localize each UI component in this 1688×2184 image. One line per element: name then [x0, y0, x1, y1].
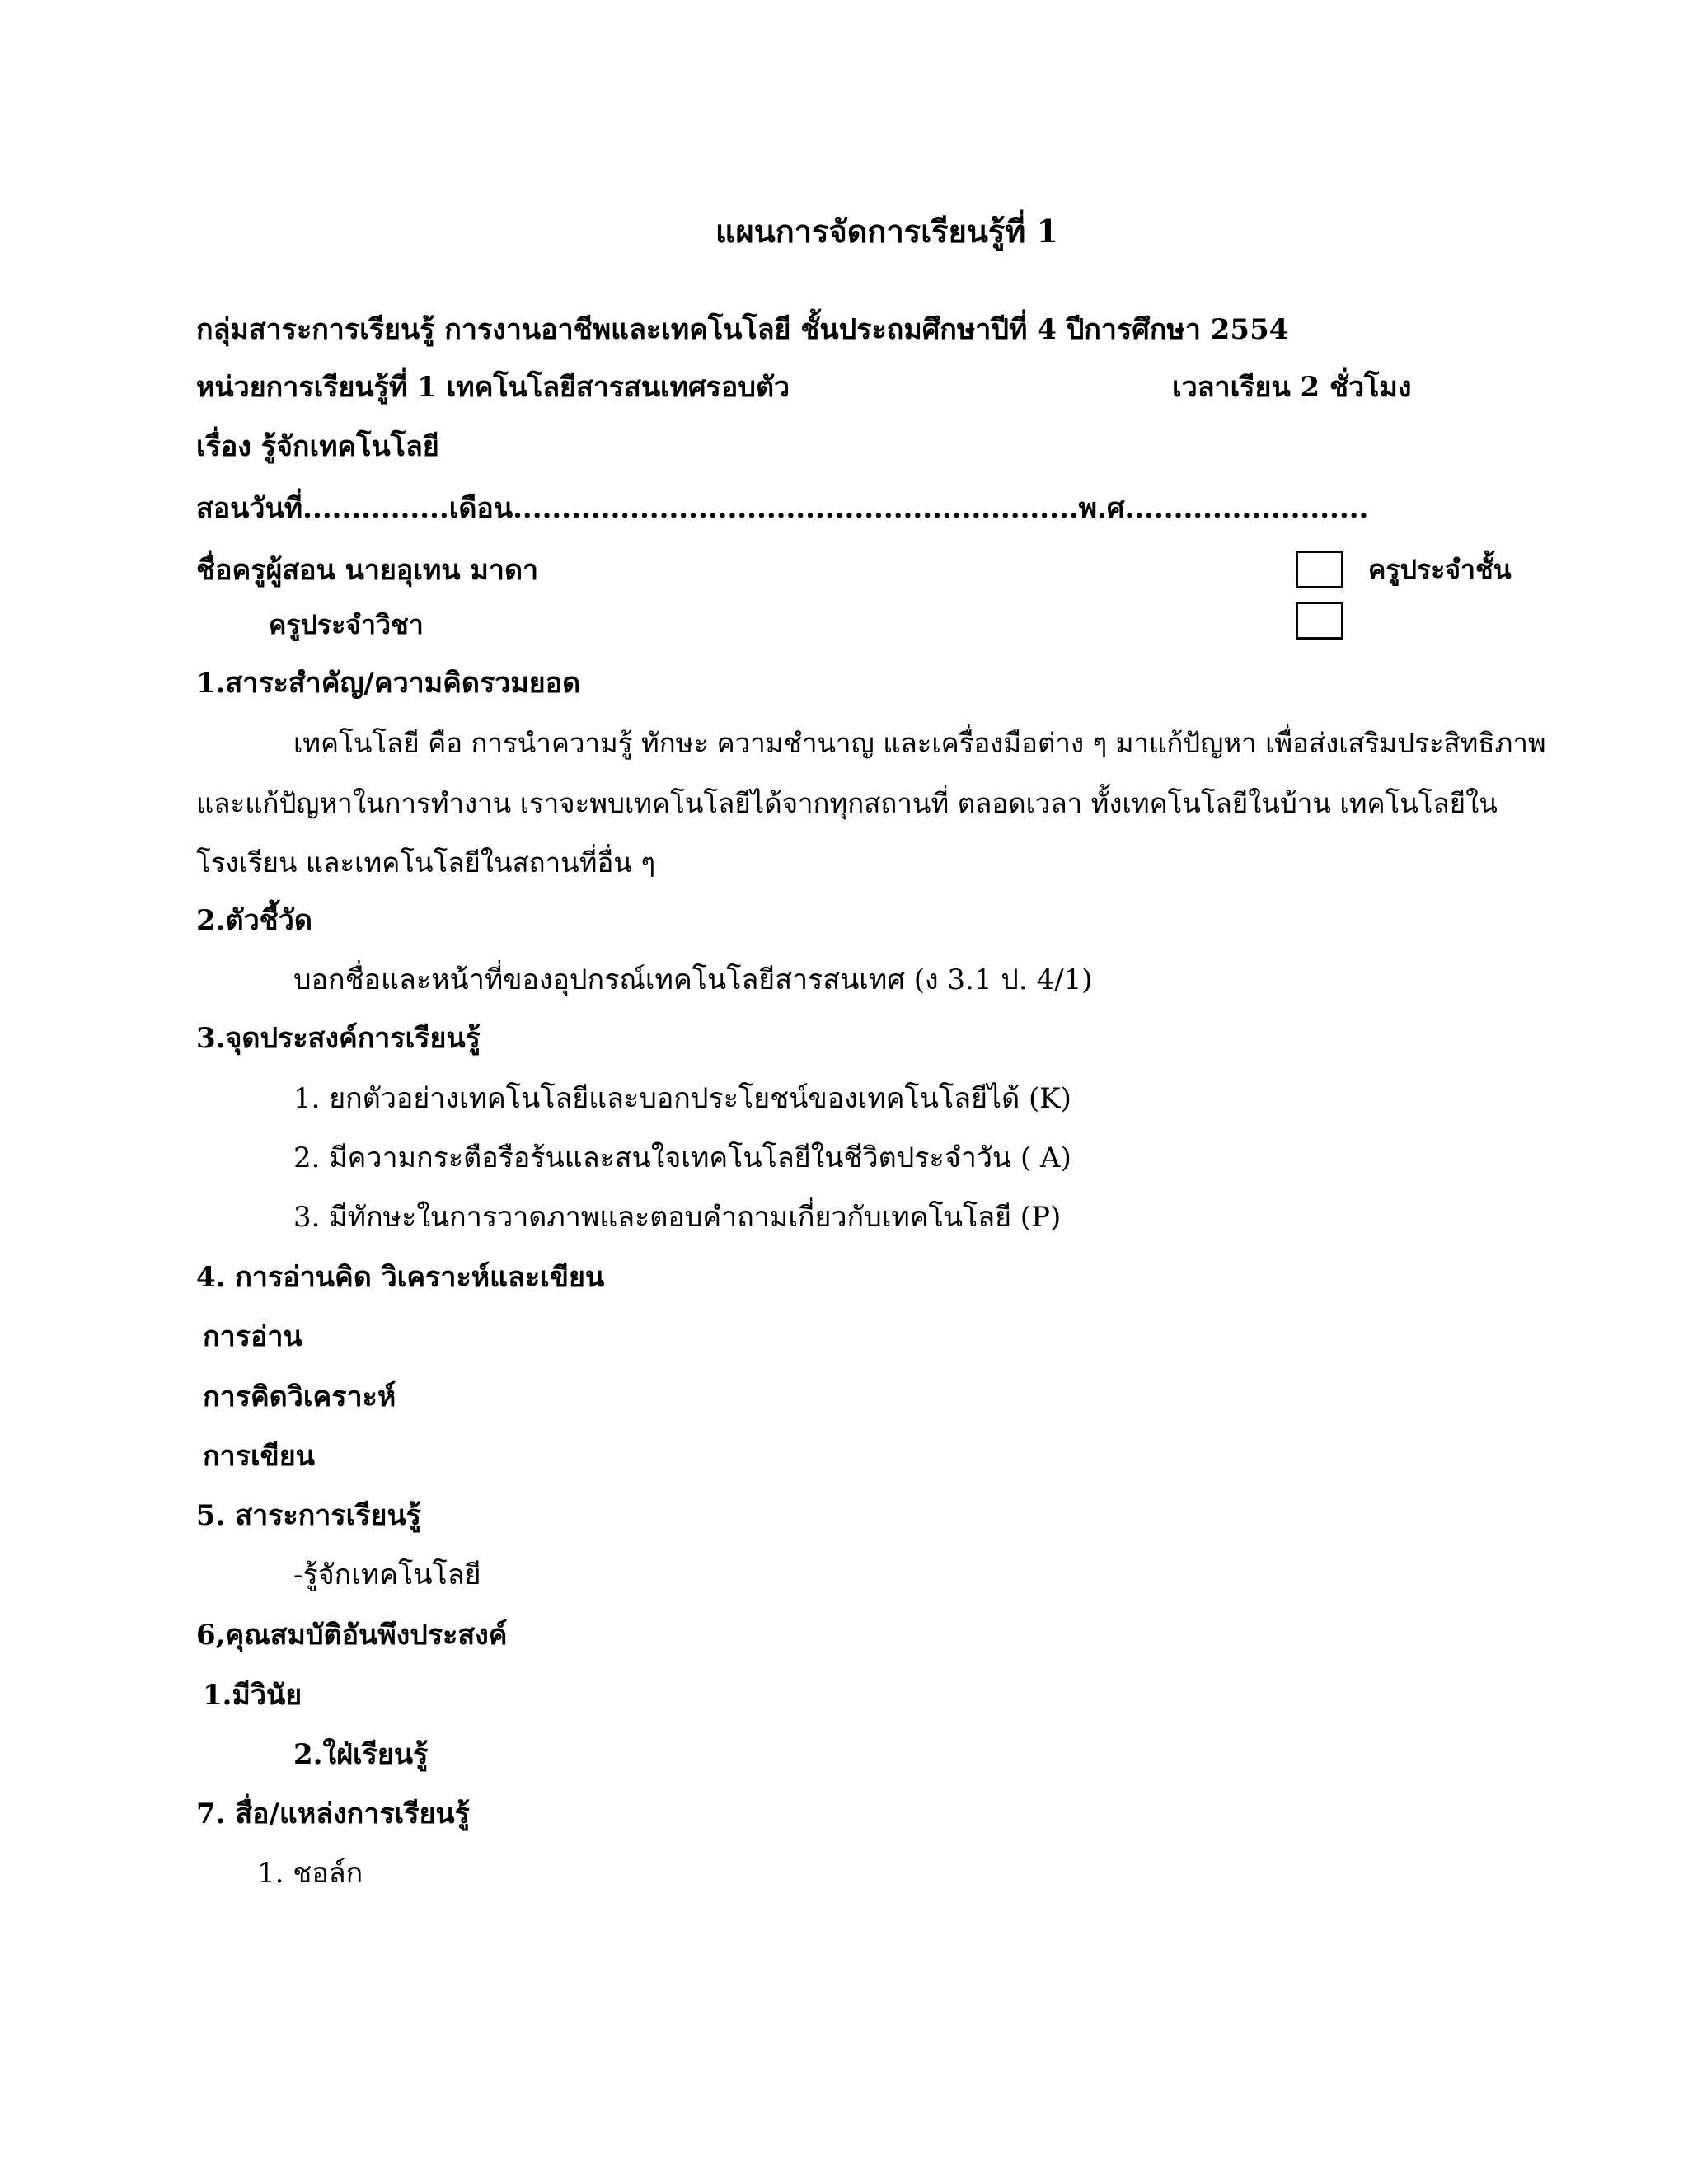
- subject-line: กลุ่มสาระการเรียนรู้ การงานอาชีพและเทคโนโลยี ชั้นประถมศึกษาปีที่ 4 ปีการศึกษา 2554: [196, 313, 1289, 346]
- section-6-item-2: 2.ใฝ่เรียนรู้: [293, 1738, 429, 1771]
- section-1-line-1: เทคโนโลยี คือ การนำความรู้ ทักษะ ความชำนาญ และเครื่องมือต่าง ๆ มาแก้ปัญหา เพื่อส่งเสริมประสิทธิภาพ: [293, 727, 1546, 759]
- section-1-line-2: และแก้ปัญหาในการทำงาน เราจะพบเทคโนโลยีได้จากทุกสถานที่ ตลอดเวลา ทั้งเทคโนโลยีในบ้าน เทคโนโลยีใน: [196, 787, 1498, 819]
- section-5-heading: 5. สาระการเรียนรู้: [196, 1499, 421, 1532]
- section-4-item-reading: การอ่าน: [203, 1320, 302, 1353]
- section-7-item: 1. ชอล์ก: [257, 1857, 363, 1890]
- section-7-heading: 7. สื่อ/แหล่งการเรียนรู้: [196, 1797, 470, 1830]
- section-2-heading: 2.ตัวชี้วัด: [196, 904, 312, 937]
- section-4-item-writing: การเขียน: [203, 1440, 315, 1473]
- document-title: แผนการจัดการเรียนรู้ที่ 1: [715, 213, 1058, 250]
- section-1-line-3: โรงเรียน และเทคโนโลยีในสถานที่อื่น ๆ: [196, 846, 656, 879]
- subject-teacher-label: ครูประจำวิชา: [269, 609, 424, 640]
- subject-teacher-checkbox[interactable]: [1296, 602, 1343, 640]
- section-2-line: บอกชื่อและหน้าที่ของอุปกรณ์เทคโนโลยีสารสนเทศ (ง 3.1 ป. 4/1): [293, 963, 1093, 996]
- teacher-line: ชื่อครูผู้สอน นายอุเทน มาดา: [196, 554, 539, 587]
- section-6-heading: 6,คุณสมบัติอันพึงประสงค์: [196, 1619, 508, 1652]
- homeroom-label: ครูประจำชั้น: [1368, 554, 1512, 585]
- section-3-item-2: 2. มีความกระตือรือร้นและสนใจเทคโนโลยีในชีวิตประจำวัน ( A): [293, 1141, 1071, 1174]
- section-4-item-analysis: การคิดวิเคราะห์: [203, 1380, 396, 1413]
- section-4-heading: 4. การอ่านคิด วิเคราะห์และเขียน: [196, 1261, 605, 1294]
- section-1-heading: 1.สาระสำคัญ/ความคิดรวมยอด: [196, 667, 581, 700]
- unit-line: หน่วยการเรียนรู้ที่ 1 เทคโนโลยีสารสนเทศรอบตัว: [196, 371, 790, 404]
- section-3-heading: 3.จุดประสงค์การเรียนรู้: [196, 1022, 481, 1055]
- homeroom-checkbox[interactable]: [1296, 551, 1343, 588]
- section-5-item: -รู้จักเทคโนโลยี: [293, 1558, 481, 1591]
- date-line: สอนวันที่...............เดือน..........................................................พ.ศ.........................: [196, 492, 1369, 525]
- section-3-item-1: 1. ยกตัวอย่างเทคโนโลยีและบอกประโยชน์ของเทคโนโลยีได้ (K): [293, 1082, 1071, 1115]
- section-3-item-3: 3. มีทักษะในการวาดภาพและตอบคำถามเกี่ยวกับเทคโนโลยี (P): [293, 1201, 1062, 1234]
- topic-line: เรื่อง รู้จักเทคโนโลยี: [196, 430, 439, 463]
- time-line: เวลาเรียน 2 ชั่วโมง: [1172, 371, 1412, 404]
- section-6-item-1: 1.มีวินัย: [203, 1679, 302, 1712]
